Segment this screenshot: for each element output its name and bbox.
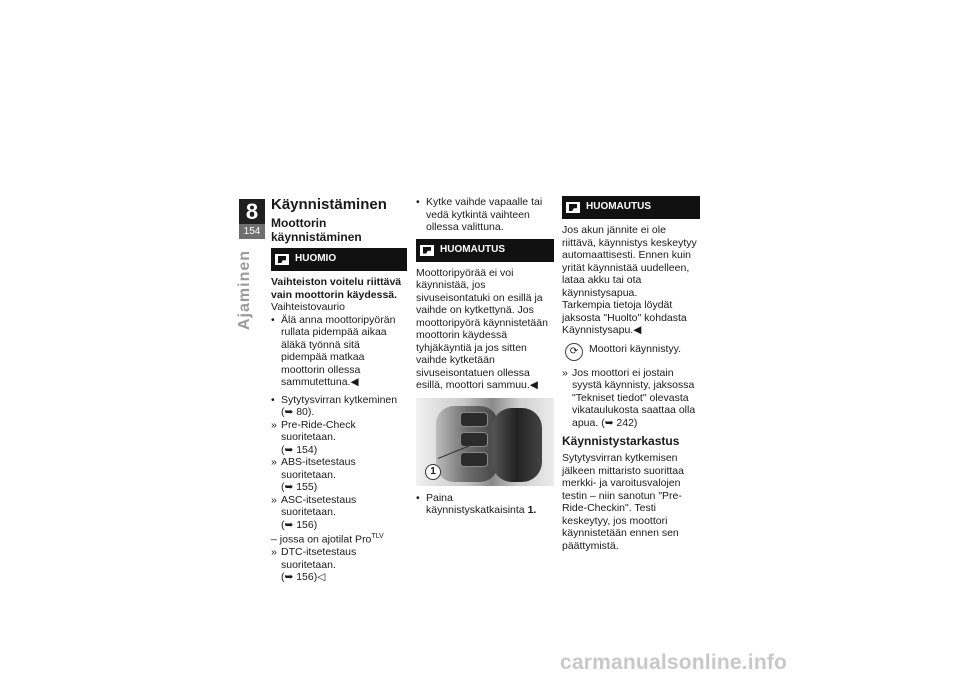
engine-start-lamp-icon: ⟳ xyxy=(565,343,583,361)
lamp-text: Moottori käynnistyy. xyxy=(589,342,682,355)
notice-banner xyxy=(416,239,554,262)
watermark: carmanualsonline.info xyxy=(560,651,788,674)
notice-text: Moottoripyörää ei voi käynnistää, jos sivuseisontatuki on esillä ja vaihde on kytkettynä. Jos moottoripyörä käynnistetään moottorin käydessä tyhjäkäyntiä ja jos sitten vaihde kytketään sivuseisontatuen ollessa esillä, moottori sammuu.◀ xyxy=(416,266,548,391)
check-text: Sytytysvirran kytkemisen jälkeen mittaristo suorittaa merkki- ja varoitusvalojen testin – niin sanotun "Pre-Ride-Checkin". Testi keskeytyy, jos moottori käynnistetään ennen sen päättymistä. xyxy=(562,452,684,552)
column-2 xyxy=(416,196,554,517)
step-item: » Pre-Ride-Check suoritetaan. (➥ 154) xyxy=(271,418,356,456)
caution-banner xyxy=(271,248,407,271)
caution-icon xyxy=(275,254,289,265)
switch-button xyxy=(460,412,488,427)
page-reference: (➥ 80). xyxy=(281,406,315,418)
switch-button xyxy=(460,432,488,447)
fail-item: » Jos moottori ei jostain syystä käynnisty, jaksossa "Tekniset tiedot" olevasta vikataulukosta saattaa olla apua. (➥ 242) xyxy=(562,366,696,429)
page-title: Käynnistäminen xyxy=(271,196,387,213)
notice-label: HUOMAUTUS xyxy=(586,201,651,213)
step-item: » DTC-itsetestaus suoritetaan. (➥ 156)◁ xyxy=(271,546,357,583)
notice-text-2: Tarkempia tietoja löydät jaksosta "Huolto" kohdasta Käynnistysapu.◀ xyxy=(562,299,687,336)
page-reference: (➥ 156) xyxy=(281,518,318,531)
notice-label: HUOMAUTUS xyxy=(440,243,505,255)
page-reference: (➥ 154) xyxy=(281,443,318,456)
section-subtitle: Moottorin käynnistäminen xyxy=(271,216,362,244)
section-title: Käynnistystarkastus xyxy=(562,434,680,448)
condition-item: – jossa on ajotilat Pro$^{TLV}$ xyxy=(271,533,384,546)
press-bullet: • Paina käynnistyskatkaisinta 1. xyxy=(416,491,537,516)
handlebar-grip xyxy=(492,408,542,482)
engine-indicator xyxy=(562,343,700,361)
page-reference: (➥ 155) xyxy=(281,481,318,493)
chapter-number: 8 xyxy=(239,199,265,224)
notice-banner xyxy=(562,196,700,219)
callout-1: 1 xyxy=(425,464,441,480)
section-side-title: Ajaminen xyxy=(236,250,253,331)
warning-text: Vaihteistovaurio xyxy=(271,301,345,313)
warning-bullet: • Älä anna moottoripyörän rullata pidempää aikaa äläkä työnnä sitä pidempää matkaa moottorin ollessa sammutettuna.◀ xyxy=(271,313,396,388)
warning-bold-text: Vaihteiston voitelu riittävä vain moottorin käydessä. xyxy=(271,276,402,301)
column-1 xyxy=(271,196,407,584)
notice-icon xyxy=(566,202,580,213)
caution-label: HUOMIO xyxy=(295,253,337,265)
notice-icon xyxy=(420,245,434,256)
notice-text: Jos akun jännite ei ole riittävä, käynnistys keskeytyy automaattisesti. Ennen kuin yrität käynnistää uudelleen, lataa akku tai ota käynnistysapua. xyxy=(562,224,697,299)
page-reference: (➥ 156)◁ xyxy=(281,571,326,583)
step-item: • Sytytysvirran kytkeminen (➥ 80). xyxy=(271,393,398,418)
gear-bullet: • Kytke vaihde vapaalle tai vedä kytkintä vaihteen ollessa valittuna. xyxy=(416,196,543,233)
starter-button xyxy=(460,452,488,467)
page-number: 154 xyxy=(239,224,265,239)
warning-bullet-text: Älä anna moottoripyörän rullata pidempää aikaa äläkä työnnä sitä pidempää matkaa moottorin ollessa sammutettuna.◀ xyxy=(281,313,396,388)
starter-button-photo xyxy=(416,398,554,486)
step-item: » ABS-itsetestaus suoritetaan. (➥ 155) xyxy=(271,456,356,493)
step-item: » ASC-itsetestaus suoritetaan. (➥ 156) xyxy=(271,493,357,531)
column-3 xyxy=(562,196,700,552)
